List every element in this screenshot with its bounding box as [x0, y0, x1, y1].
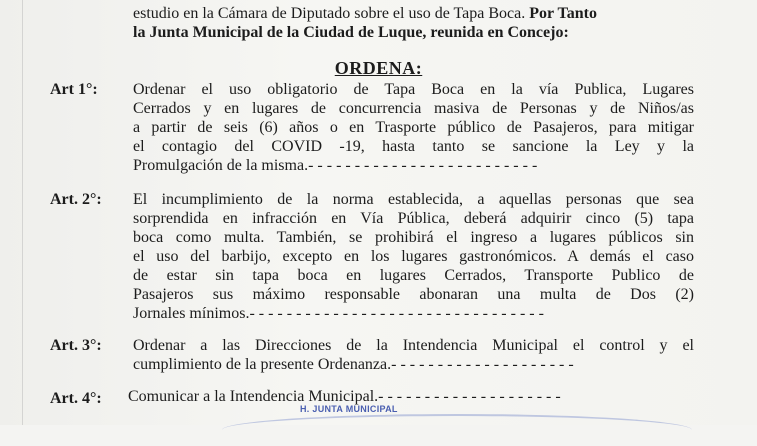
article-2-line: de estar sin tapa boca en lugares Cerrados, Transporte Publico de [133, 267, 694, 284]
article-2-line: El incumplimiento de la norma establecida, a aquellas personas que sea [133, 191, 694, 208]
ordena-heading: ORDENA: [334, 58, 423, 78]
article-1-line: el contagio del COVID -19, hasta tanto se sancione la Ley y la [133, 138, 694, 155]
article-2-line: Jornales mínimos.- - - - - - - - - - - - - - - - - - - - - - - - - - - - - - - - [133, 305, 544, 322]
stamp-arc-decoration [222, 414, 692, 446]
article-1-line: Cerrados y en lugares de concurrencia masiva de Personas y de Niños/as [133, 100, 694, 117]
municipal-stamp: H. JUNTA MUNICIPAL [300, 404, 398, 414]
article-4-line: Comunicar a la Intendencia Municipal.- - - - - - - - - - - - - - - - - - - - [128, 388, 561, 405]
article-3-line: Ordenar a las Direcciones de la Intendencia Municipal el control y el [133, 337, 694, 354]
intro-bold-text: Por Tanto [529, 5, 597, 22]
intro-line-2: la Junta Municipal de la Ciudad de Luque, reunida en Concejo: [133, 24, 569, 41]
article-2-label: Art. 2°: [50, 191, 102, 208]
article-3-label: Art. 3°: [50, 337, 102, 354]
article-2-line: boca como multa. También, se prohibirá el ingreso a lugares públicos sin [133, 229, 694, 246]
intro-line-1 [133, 4, 597, 23]
article-4-label: Art. 4°: [50, 390, 102, 407]
article-1-line: Promulgación de la misma.- - - - - - - - - - - - - - - - - - - - - - - - - [133, 157, 538, 174]
article-1-line: Ordenar el uso obligatorio de Tapa Boca en la vía Publica, Lugares [133, 81, 694, 98]
article-2-line: el uso del barbijo, excepto en los lugares gastronómicos. A demás el caso [133, 248, 694, 265]
article-2-line: Pasajeros sus máximo responsable abonaran una multa de Dos (2) [133, 286, 694, 303]
article-1-line: a partir de seis (6) años o en Trasporte público de Pasajeros, para mitigar [133, 119, 694, 136]
article-2-line: sorprendida en infracción en Vía Pública, deberá adquirir cinco (5) tapa [133, 210, 694, 227]
article-1-label: Art 1°: [50, 81, 98, 98]
intro-text: estudio en la Cámara de Diputado sobre el uso de Tapa Boca. [133, 5, 526, 22]
article-3-line: cumplimiento de la presente Ordenanza.- - - - - - - - - - - - - - - - - - - - [133, 356, 574, 373]
